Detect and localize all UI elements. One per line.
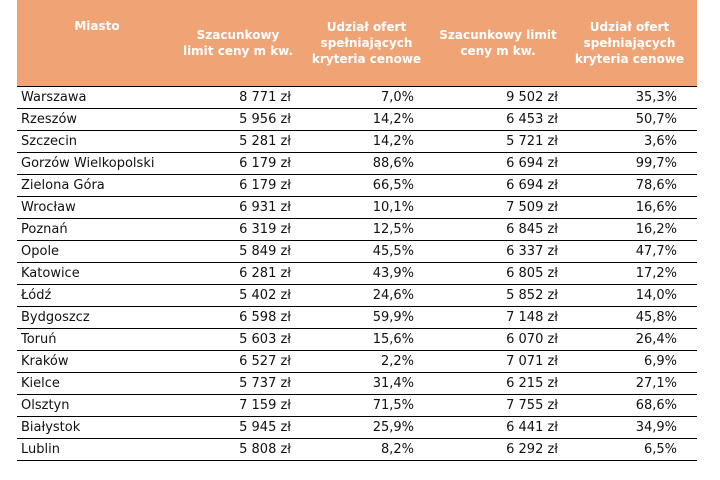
city-cell: Łódź	[17, 284, 177, 306]
table-row	[17, 130, 697, 152]
offer-share-2-cell: 68,6%	[562, 394, 697, 416]
offer-share-2-cell: 3,6%	[562, 130, 697, 152]
price-limit-1-cell: 5 603 zł	[177, 328, 299, 350]
price-limit-2-cell: 9 502 zł	[434, 86, 562, 108]
price-limit-1-cell: 5 945 zł	[177, 416, 299, 438]
offer-share-2-cell: 14,0%	[562, 284, 697, 306]
price-limit-1-cell: 5 402 zł	[177, 284, 299, 306]
price-limit-2-cell: 7 509 zł	[434, 196, 562, 218]
offer-share-1-cell: 15,6%	[299, 328, 434, 350]
offer-share-2-cell: 45,8%	[562, 306, 697, 328]
table-row	[17, 86, 697, 108]
city-cell: Kraków	[17, 350, 177, 372]
table-row	[17, 108, 697, 130]
header-city: Miasto	[17, 0, 177, 86]
table-row	[17, 416, 697, 438]
header-offer-share-1: Udział ofert spełniających kryteria cenowe	[299, 0, 434, 86]
price-limit-2-cell: 5 852 zł	[434, 284, 562, 306]
table-row	[17, 284, 697, 306]
price-limit-1-cell: 5 956 zł	[177, 108, 299, 130]
offer-share-2-cell: 17,2%	[562, 262, 697, 284]
price-limit-2-cell: 6 337 zł	[434, 240, 562, 262]
price-limit-1-cell: 5 808 zł	[177, 438, 299, 460]
offer-share-1-cell: 12,5%	[299, 218, 434, 240]
city-cell: Białystok	[17, 416, 177, 438]
offer-share-1-cell: 10,1%	[299, 196, 434, 218]
table-body	[17, 86, 697, 460]
city-cell: Gorzów Wielkopolski	[17, 152, 177, 174]
offer-share-2-cell: 34,9%	[562, 416, 697, 438]
table-row	[17, 262, 697, 284]
price-limit-table	[17, 0, 697, 461]
city-cell: Toruń	[17, 328, 177, 350]
price-limit-1-cell: 6 931 zł	[177, 196, 299, 218]
table-row	[17, 174, 697, 196]
offer-share-2-cell: 99,7%	[562, 152, 697, 174]
offer-share-1-cell: 43,9%	[299, 262, 434, 284]
offer-share-1-cell: 14,2%	[299, 108, 434, 130]
offer-share-2-cell: 6,9%	[562, 350, 697, 372]
price-limit-1-cell: 6 527 zł	[177, 350, 299, 372]
offer-share-2-cell: 50,7%	[562, 108, 697, 130]
header-row	[17, 0, 697, 86]
offer-share-2-cell: 6,5%	[562, 438, 697, 460]
table-row	[17, 372, 697, 394]
price-limit-2-cell: 6 292 zł	[434, 438, 562, 460]
offer-share-1-cell: 8,2%	[299, 438, 434, 460]
price-limit-2-cell: 6 453 zł	[434, 108, 562, 130]
city-cell: Bydgoszcz	[17, 306, 177, 328]
offer-share-1-cell: 45,5%	[299, 240, 434, 262]
offer-share-1-cell: 31,4%	[299, 372, 434, 394]
price-limit-1-cell: 6 179 zł	[177, 152, 299, 174]
offer-share-1-cell: 88,6%	[299, 152, 434, 174]
offer-share-2-cell: 27,1%	[562, 372, 697, 394]
offer-share-1-cell: 25,9%	[299, 416, 434, 438]
price-limit-2-cell: 6 070 zł	[434, 328, 562, 350]
table-row	[17, 306, 697, 328]
city-cell: Katowice	[17, 262, 177, 284]
offer-share-2-cell: 16,2%	[562, 218, 697, 240]
header-price-limit-2: Szacunkowy limit ceny m kw.	[434, 0, 562, 86]
header-price-limit-1: Szacunkowy limit ceny m kw.	[177, 0, 299, 86]
city-cell: Olsztyn	[17, 394, 177, 416]
price-limit-1-cell: 6 281 zł	[177, 262, 299, 284]
offer-share-1-cell: 2,2%	[299, 350, 434, 372]
city-cell: Zielona Góra	[17, 174, 177, 196]
price-limit-1-cell: 7 159 zł	[177, 394, 299, 416]
table-row	[17, 328, 697, 350]
offer-share-1-cell: 7,0%	[299, 86, 434, 108]
table-row	[17, 438, 697, 460]
offer-share-1-cell: 71,5%	[299, 394, 434, 416]
city-cell: Poznań	[17, 218, 177, 240]
table-row	[17, 218, 697, 240]
table-header	[17, 0, 697, 86]
offer-share-1-cell: 59,9%	[299, 306, 434, 328]
city-cell: Szczecin	[17, 130, 177, 152]
price-limit-1-cell: 6 598 zł	[177, 306, 299, 328]
city-cell: Warszawa	[17, 86, 177, 108]
price-limit-1-cell: 8 771 zł	[177, 86, 299, 108]
offer-share-2-cell: 78,6%	[562, 174, 697, 196]
table-row	[17, 350, 697, 372]
table-row	[17, 240, 697, 262]
price-limit-2-cell: 6 845 zł	[434, 218, 562, 240]
price-limit-2-cell: 6 694 zł	[434, 152, 562, 174]
offer-share-2-cell: 16,6%	[562, 196, 697, 218]
offer-share-1-cell: 24,6%	[299, 284, 434, 306]
city-cell: Rzeszów	[17, 108, 177, 130]
header-offer-share-2: Udział ofert spełniających kryteria cenowe	[562, 0, 697, 86]
price-limit-2-cell: 6 215 zł	[434, 372, 562, 394]
price-limit-1-cell: 5 849 zł	[177, 240, 299, 262]
price-limit-2-cell: 7 148 zł	[434, 306, 562, 328]
offer-share-2-cell: 35,3%	[562, 86, 697, 108]
price-limit-1-cell: 5 737 zł	[177, 372, 299, 394]
table-row	[17, 196, 697, 218]
price-limit-2-cell: 6 441 zł	[434, 416, 562, 438]
price-limit-1-cell: 6 179 zł	[177, 174, 299, 196]
table-row	[17, 394, 697, 416]
offer-share-2-cell: 47,7%	[562, 240, 697, 262]
city-cell: Lublin	[17, 438, 177, 460]
offer-share-2-cell: 26,4%	[562, 328, 697, 350]
price-limit-2-cell: 5 721 zł	[434, 130, 562, 152]
table-row	[17, 152, 697, 174]
city-cell: Kielce	[17, 372, 177, 394]
price-limit-table-container	[17, 0, 697, 461]
offer-share-1-cell: 14,2%	[299, 130, 434, 152]
price-limit-2-cell: 6 805 zł	[434, 262, 562, 284]
price-limit-1-cell: 6 319 zł	[177, 218, 299, 240]
offer-share-1-cell: 66,5%	[299, 174, 434, 196]
city-cell: Opole	[17, 240, 177, 262]
price-limit-1-cell: 5 281 zł	[177, 130, 299, 152]
price-limit-2-cell: 6 694 zł	[434, 174, 562, 196]
price-limit-2-cell: 7 755 zł	[434, 394, 562, 416]
price-limit-2-cell: 7 071 zł	[434, 350, 562, 372]
city-cell: Wrocław	[17, 196, 177, 218]
